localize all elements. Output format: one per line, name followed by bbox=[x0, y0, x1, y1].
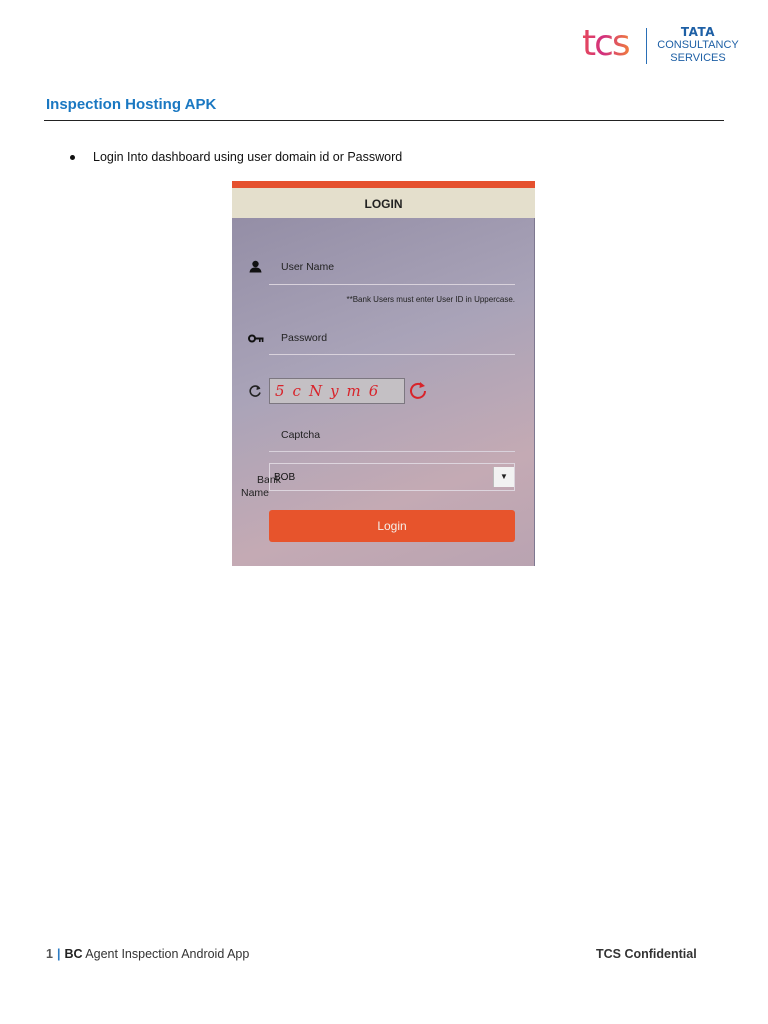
captcha-reload-icon[interactable] bbox=[408, 380, 428, 400]
key-icon bbox=[248, 334, 264, 343]
user-icon bbox=[249, 260, 262, 273]
bank-selected-value: BOB bbox=[274, 472, 296, 483]
tcs-logo bbox=[582, 23, 742, 66]
captcha-underline bbox=[269, 451, 515, 452]
screenshot-top-bar bbox=[232, 181, 535, 188]
username-underline bbox=[269, 284, 515, 285]
section-title: Inspection Hosting APK bbox=[46, 96, 217, 113]
logo-line-tata: TATA bbox=[680, 25, 716, 39]
logo-line-consultancy: CONSULTANCY bbox=[657, 39, 739, 51]
dropdown-arrow-icon[interactable]: ▼ bbox=[493, 467, 514, 487]
bullet-item: Login Into dashboard using user domain id or Password bbox=[93, 150, 403, 164]
logo-divider bbox=[646, 28, 647, 64]
captcha-image: 5cNym6 bbox=[269, 378, 405, 404]
footer-confidential: TCS Confidential bbox=[596, 947, 697, 961]
bank-name-label-line1: Bank bbox=[257, 474, 281, 486]
login-button[interactable]: Login bbox=[269, 510, 515, 542]
footer-doc-title: Agent Inspection Android App bbox=[82, 947, 250, 961]
bank-name-label-line2: Name bbox=[241, 487, 270, 499]
footer-separator: | bbox=[56, 947, 61, 961]
page-number: 1 bbox=[46, 947, 53, 961]
username-input[interactable]: User Name bbox=[281, 261, 335, 273]
bank-select[interactable] bbox=[269, 463, 515, 491]
login-form bbox=[232, 218, 535, 566]
title-rule bbox=[44, 120, 724, 121]
footer-doc-info bbox=[46, 947, 249, 961]
logo-line-services: SERVICES bbox=[670, 52, 726, 64]
password-underline bbox=[269, 354, 515, 355]
login-header: LOGIN bbox=[232, 188, 535, 218]
password-input[interactable]: Password bbox=[281, 332, 328, 344]
uppercase-hint: **Bank Users must enter User ID in Uppercase. bbox=[346, 295, 515, 304]
footer-doc-prefix: BC bbox=[64, 947, 83, 961]
captcha-input[interactable]: Captcha bbox=[281, 429, 321, 441]
login-screenshot bbox=[232, 181, 535, 566]
bullet-dot bbox=[70, 155, 75, 160]
logo-mark: tcs bbox=[582, 23, 629, 64]
refresh-icon[interactable] bbox=[248, 384, 262, 398]
